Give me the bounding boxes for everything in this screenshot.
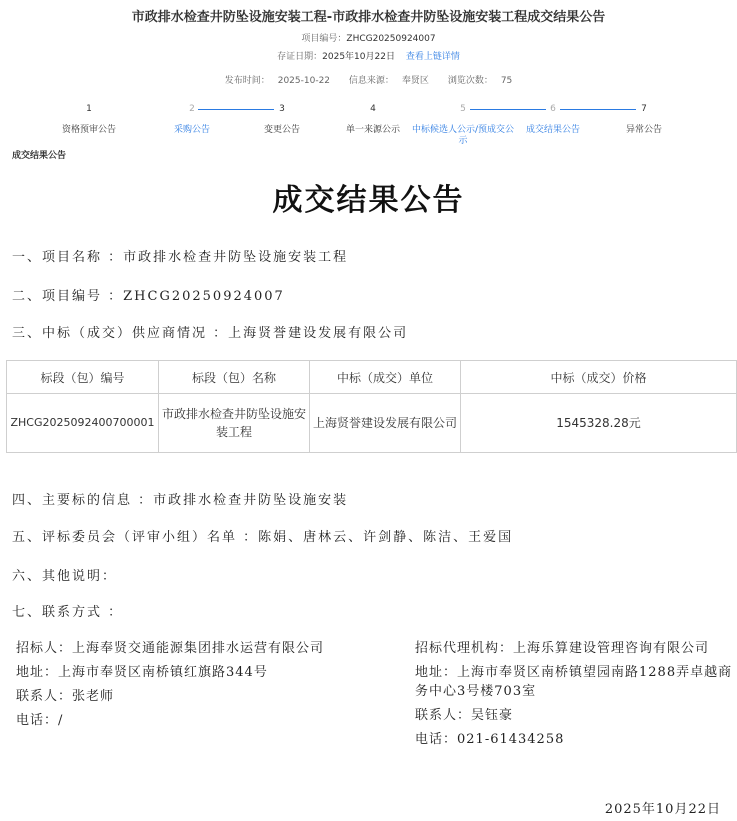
step-label: 资格预审公告 — [61, 125, 116, 135]
publish-time-label: 发布时间： — [224, 76, 270, 86]
archive-line — [0, 49, 737, 62]
step-label: 异常公告 — [625, 125, 662, 135]
tenderer-contact — [16, 639, 332, 735]
publish-meta — [0, 73, 737, 86]
project-number: ZHCG20250924007 — [346, 34, 436, 44]
tenderer-address: 地址：上海市奉贤区南桥镇红旗路344号 — [16, 665, 268, 680]
table-cell: 上海贤誉建设发展有限公司 — [310, 394, 461, 453]
archive-date-label: 存证日期： — [277, 52, 323, 62]
table-cell: 1545328.28元 — [461, 394, 737, 453]
step-prequalification[interactable] — [34, 103, 144, 136]
step-label: 成交结果公告 — [525, 125, 580, 135]
section-tag: 成交结果公告 — [12, 151, 67, 161]
tenderer-phone: 电话：/ — [16, 713, 64, 728]
project-number-line — [0, 31, 737, 44]
step-number: 3 — [279, 104, 285, 114]
table-cell: ZHCG2025092400700001 — [7, 394, 159, 453]
table-header: 标段（包）编号 — [7, 361, 159, 394]
view-count: 75 — [500, 76, 513, 86]
table-cell: 市政排水检查井防坠设施安装工程 — [159, 394, 310, 453]
committee-item: 五、评标委员会（评审小组）名单 ：陈娟、唐林云、许剑静、陈洁、王爱国 — [12, 530, 514, 545]
step-label: 采购公告 — [173, 125, 210, 135]
supplier-item: 三、中标（成交）供应商情况 ：上海贤誉建设发展有限公司 — [12, 326, 409, 341]
announcement-date: 2025年10月22日 — [604, 802, 721, 817]
table-header: 标段（包）名称 — [159, 361, 310, 394]
result-table — [6, 360, 737, 453]
tenderer-name: 招标人：上海奉贤交通能源集团排水运营有限公司 — [16, 641, 325, 656]
contact-heading: 七、联系方式 ： — [12, 605, 124, 620]
project-code-item: 二、项目编号 ：ZHCG20250924007 — [12, 289, 285, 304]
subject-item: 四、主要标的信息 ：市政排水检查井防坠设施安装 — [12, 493, 349, 508]
project-name-item: 一、项目名称 ：市政排水检查井防坠设施安装工程 — [12, 250, 349, 265]
step-abnormal[interactable] — [589, 103, 699, 136]
views-label: 浏览次数： — [447, 76, 493, 86]
step-number: 2 — [189, 104, 195, 114]
other-notes-item: 六、其他说明： — [12, 569, 118, 584]
step-number: 4 — [370, 104, 376, 114]
tenderer-contact-person: 联系人：张老师 — [16, 689, 115, 704]
process-steps — [0, 103, 737, 151]
step-label: 单一来源公示 — [345, 125, 400, 135]
step-number: 7 — [641, 104, 647, 114]
table-header: 中标（成交）单位 — [310, 361, 461, 394]
chain-details-link[interactable]: 查看上链详情 — [405, 52, 460, 62]
step-label: 中标候选人公示/预成交公示 — [411, 125, 515, 146]
page-title: 成交结果公告 — [272, 183, 465, 218]
publish-time: 2025-10-22 — [277, 76, 331, 86]
archive-date: 2025年10月22日 — [322, 52, 395, 62]
announcement-title: 市政排水检查井防坠设施安装工程-市政排水检查井防坠设施安装工程成交结果公告 — [131, 10, 606, 25]
source: 奉贤区 — [401, 76, 429, 86]
agency-name: 招标代理机构：上海乐算建设管理咨询有限公司 — [415, 641, 710, 656]
project-number-label: 项目编号： — [301, 34, 347, 44]
agency-address: 地址：上海市奉贤区南桥镇望园南路1288弄卓越商务中心3号楼703室 — [415, 665, 733, 699]
step-number: 1 — [86, 104, 92, 114]
table-header-row — [7, 361, 737, 394]
table-row — [7, 394, 737, 453]
agency-phone: 电话：021-61434258 — [415, 732, 565, 747]
table-header: 中标（成交）价格 — [461, 361, 737, 394]
agency-contact-person: 联系人：吴钰豪 — [415, 708, 514, 723]
agency-contact — [415, 639, 733, 754]
step-number: 5 — [460, 104, 466, 114]
source-label: 信息来源： — [348, 76, 394, 86]
step-label: 变更公告 — [263, 125, 300, 135]
step-number: 6 — [550, 104, 556, 114]
